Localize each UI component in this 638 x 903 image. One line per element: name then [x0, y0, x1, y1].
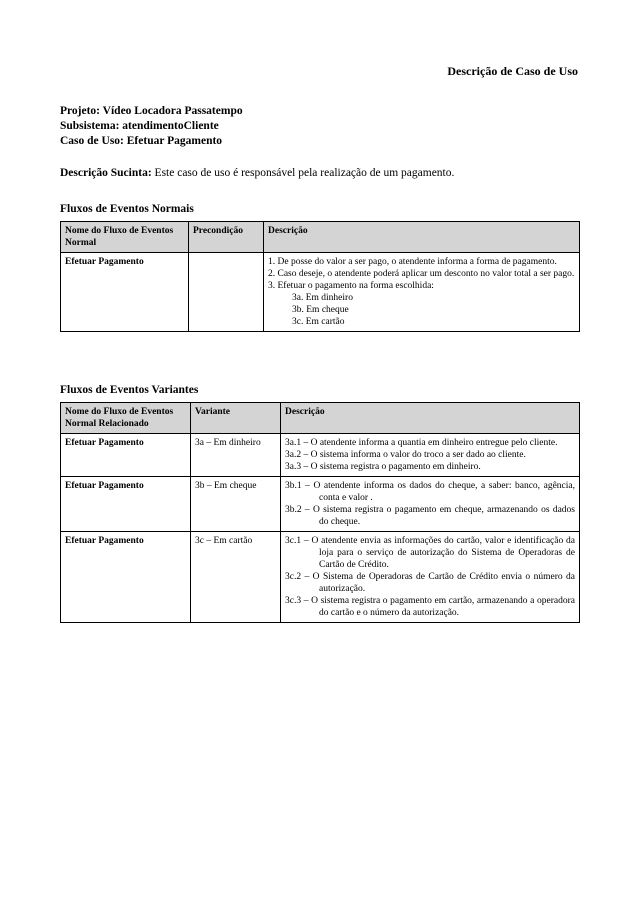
- flow-step: 3a.3 – O sistema registra o pagamento em dinheiro.: [285, 462, 481, 472]
- flow-step: 1. De posse do valor a ser pago, o atendente informa a forma de pagamento.: [268, 257, 557, 267]
- flow-name: Efetuar Pagamento: [61, 253, 189, 332]
- flow-description: [281, 434, 580, 477]
- summary: [60, 166, 578, 181]
- flow-substep: 3a. Em dinheiro: [292, 293, 353, 303]
- flow-step: 3a.2 – O sistema informa o valor do troco a ser dado ao cliente.: [285, 450, 526, 460]
- table-row: [61, 477, 580, 532]
- column-header: Nome do Fluxo de Eventos Normal Relacionado: [61, 403, 191, 434]
- flow-description: [281, 477, 580, 532]
- project-name: Projeto: Vídeo Locadora Passatempo: [60, 105, 243, 117]
- flow-substep: 3b. Em cheque: [292, 305, 349, 315]
- flow-precondition: [189, 253, 264, 332]
- flow-step: 3. Efetuar o pagamento na forma escolhida:: [268, 281, 434, 291]
- flow-step: 3c.1 – O atendente envia as informações do cartão, valor e identificação da loja para o serviço de autorização do Sistema de Operadoras de Cartão de Crédito.: [285, 536, 575, 570]
- flow-step: 3a.1 – O atendente informa a quantia em dinheiro entregue pelo cliente.: [285, 438, 558, 448]
- column-header: Descrição: [264, 222, 580, 253]
- variant-flows-title: Fluxos de Eventos Variantes: [60, 384, 199, 396]
- table-header-row: [61, 222, 580, 253]
- table-row: [61, 434, 580, 477]
- variant-flows-table: [60, 402, 580, 623]
- flow-description: [264, 253, 580, 332]
- flow-name: Efetuar Pagamento: [61, 532, 191, 623]
- flow-step: 3c.2 – O Sistema de Operadoras de Cartão de Crédito envia o número da autorização.: [285, 572, 575, 594]
- use-case-name: Caso de Uso: Efetuar Pagamento: [60, 135, 223, 147]
- table-header-row: [61, 403, 580, 434]
- flow-name: Efetuar Pagamento: [61, 477, 191, 532]
- summary-text: Este caso de uso é responsável pela realização de um pagamento.: [154, 167, 455, 179]
- project-info: [60, 104, 243, 149]
- flow-description: [281, 532, 580, 623]
- flow-step: 3b.2 – O sistema registra o pagamento em cheque, armazenando os dados do cheque.: [285, 505, 575, 527]
- flow-step: 3b.1 – O atendente informa os dados do cheque, a saber: banco, agência, conta e valor .: [285, 481, 575, 503]
- column-header: Descrição: [281, 403, 580, 434]
- flow-variant: 3b – Em cheque: [191, 477, 281, 532]
- subsystem-name: Subsistema: atendimentoCliente: [60, 120, 219, 132]
- flow-step: 2. Caso deseje, o atendente poderá aplicar um desconto no valor total a ser pago.: [268, 269, 575, 279]
- flow-variant: 3c – Em cartão: [191, 532, 281, 623]
- summary-label: Descrição Sucinta:: [60, 167, 152, 179]
- normal-flows-table: [60, 221, 580, 332]
- column-header: Variante: [191, 403, 281, 434]
- table-row: [61, 532, 580, 623]
- column-header: Nome do Fluxo de Eventos Normal: [61, 222, 189, 253]
- column-header: Precondição: [189, 222, 264, 253]
- normal-flows-title: Fluxos de Eventos Normais: [60, 203, 194, 215]
- document-title: Descrição de Caso de Uso: [447, 64, 578, 78]
- flow-substep: 3c. Em cartão: [292, 317, 345, 327]
- flow-step: 3c.3 – O sistema registra o pagamento em cartão, armazenando a operadora do cartão e o número da autorização.: [285, 596, 575, 618]
- flow-name: Efetuar Pagamento: [61, 434, 191, 477]
- table-row: [61, 253, 580, 332]
- flow-variant: 3a – Em dinheiro: [191, 434, 281, 477]
